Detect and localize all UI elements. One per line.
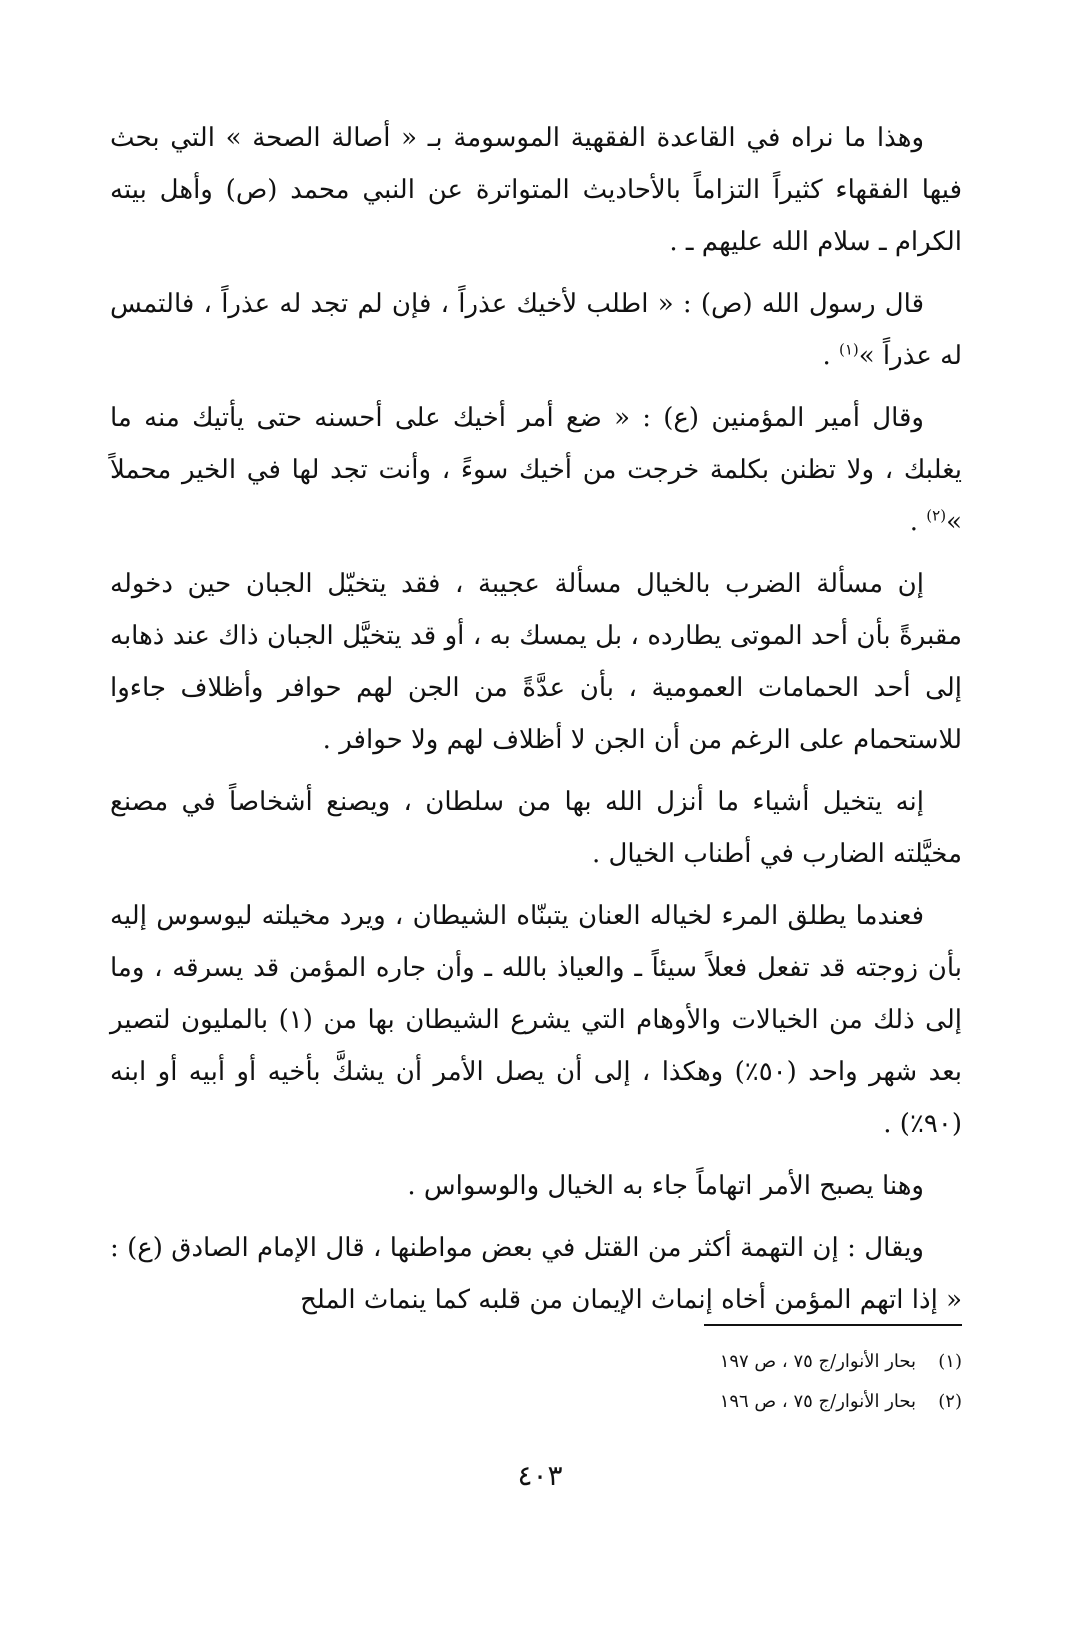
paragraph-3-tail: .: [909, 507, 927, 537]
paragraph-8: ويقال : إن التهمة أكثر من القتل في بعض مواطنها ، قال الإمام الصادق (ع) : « إذا اتهم المؤمن أخاه إنماث الإيمان من قلبه كما ينماث الملح: [110, 1233, 962, 1315]
paragraph-2: [110, 278, 962, 382]
footnote-reference-1: (١): [838, 340, 859, 359]
footnote-reference-2: (٢): [926, 506, 947, 525]
footnote-2-text: بحار الأنوار/ج ٧٥ ، ص ١٩٦: [719, 1391, 916, 1412]
footnote-2-number: (٢): [938, 1391, 962, 1412]
paragraph-5: إنه يتخيل أشياء ما أنزل الله بها من سلطان ، ويصنع أشخاصاً في مصنع مخيَّلته الضارب في أطناب الخيال .: [110, 787, 962, 869]
footnotes: [462, 1342, 962, 1422]
paragraph-3: [110, 392, 962, 548]
footnote-1: [462, 1342, 962, 1382]
paragraph-4: إن مسألة الضرب بالخيال مسألة عجيبة ، فقد يتخيّل الجبان حين دخوله مقبرةً بأن أحد الموتى يطارده ، بل يمسك به ، أو قد يتخيَّل الجبان ذاك عند ذهابه إلى أحد الحمامات العمومية ، بأن عدَّةً من الجن لهم حوافر وأظلاف جاءوا للاستحمام على الرغم من أن الجن لا أظلاف لهم ولا حوافر .: [110, 569, 962, 755]
footnote-2: [462, 1382, 962, 1422]
footnote-1-number: (١): [938, 1351, 962, 1372]
footnote-divider: [704, 1324, 962, 1326]
paragraph-6: فعندما يطلق المرء لخياله العنان يتبنّاه الشيطان ، ويرد مخيلته ليوسوس إليه بأن زوجته قد تفعل فعلاً سيئاً ـ والعياذ بالله ـ وأن جاره المؤمن قد يسرقه ، وما إلى ذلك من الخيالات والأوهام التي يشرع الشيطان بها من (١) بالمليون لتصير بعد شهر واحد (٥٠٪) وهكذا ، إلى أن يصل الأمر أن يشكَّ بأخيه أو أبيه أو ابنه (٩٠٪) .: [110, 901, 963, 1139]
paragraph-3-text: وقال أمير المؤمنين (ع) : « ضع أمر أخيك على أحسنه حتى يأتيك منه ما يغلبك ، ولا تظنن بكلمة خرجت من أخيك سوءً ، وأنت تجد لها في الخير محملاً »: [110, 403, 962, 537]
footnote-1-text: بحار الأنوار/ج ٧٥ ، ص ١٩٧: [719, 1351, 916, 1372]
main-text: [110, 112, 962, 1336]
paragraph-2-tail: .: [822, 341, 839, 371]
page-number: ٤٠٣: [517, 1459, 563, 1492]
paragraph-1: وهذا ما نراه في القاعدة الفقهية الموسومة بـ « أصالة الصحة » التي بحث فيها الفقهاء كثيراً التزاماً بالأحاديث المتواترة عن النبي محمد (ص) وأهل بيته الكرام ـ سلام الله عليهم ـ .: [110, 123, 962, 257]
paragraph-7: وهنا يصبح الأمر اتهاماً جاء به الخيال والوسواس .: [407, 1171, 924, 1201]
paragraph-2-text: قال رسول الله (ص) : « اطلب لأخيك عذراً ، فإن لم تجد له عذراً ، فالتمس له عذراً »: [110, 289, 962, 371]
